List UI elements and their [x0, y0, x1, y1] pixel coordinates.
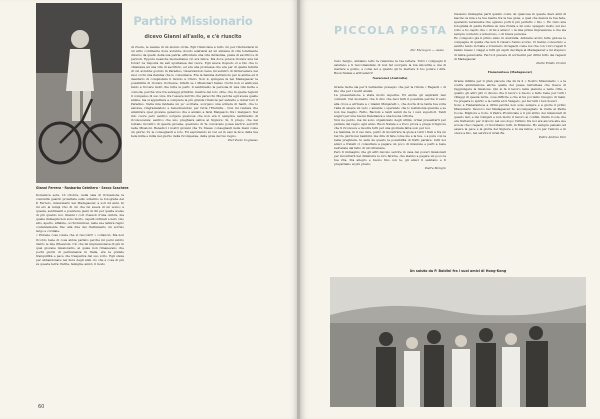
article-signature: Pier Paolo Cognasso — [228, 138, 258, 143]
page-number: 60 — [38, 404, 45, 410]
group-photo-illustration — [330, 277, 586, 407]
right-page — [300, 0, 600, 419]
article-title-block — [130, 14, 256, 40]
boy-on-bicycle-photo — [36, 3, 122, 183]
letter-2-signature: Padre Mongra — [425, 166, 446, 171]
section-byline: Per Meregen — Assia — [410, 48, 444, 52]
article-column-2 — [131, 45, 258, 395]
letter-4-text: Grazie infinite per il gran piacere che mi fa il « Nostro Missionario » e la vostra ammirazione anche quelle del paese nell'attesa che riesca di raggiungere la missione. Qui si fa il lavoro nelle pianure e nelle città, e quanto gli altri giri ci dicono che il lavoro è buono e fatto bene per tutti i villaggi di questa terra, cosa difficile e che si ha poi tanto bisogno di mani. Tu prepara lo spirito e la carità ed il Vangelo, poi fai tutti i tuoi doveri. Sono a Fianarantsoa a dirmi perché non sono sempre e a gioire il primo Missionario Vescovo nel Madagascar ho accompagnato la visita al Padre Coote, Migliore e Cote, li Padre Provinciale è il più attivo dei missionari di questo lato e dei Caligari e non molto il lavoro ai confini, Padre Coote che era trattenuto per il lavoro nel suo dopo l'ultimo tra noi era ancora alle sue scuole che i ragazzi, ci ricordiamo tutti, in Missione. Ho sempre pensato ad essere la pace e la gloria del Signore e tu sia felice; e tu per l'amore e in onore a Dio, nel servire il Gran Re. — [454, 78, 566, 136]
group-photo — [330, 277, 586, 407]
photo-caption: Gianni Ferrero - Rosbarbo Catellero - Secco Scachera — [36, 186, 129, 190]
letters-column-1 — [334, 55, 446, 263]
letter-4-signature: Padre Andrea Tam — [538, 135, 566, 140]
section-title: PICCOLA POSTA — [334, 24, 448, 37]
photo-illustration — [36, 3, 122, 183]
letter-4-heading: Fianarantsoa (Madagascar) — [487, 69, 533, 74]
letter-2-text: Grazie molte sia per il bellissimo presepio che per la rivista « Ragazzi » di Dio che per i nostri alunni. La presentazione è stata molto superba. Ed anche gli aspiranti ben contenti. Nel momento che ti dico che devi farti il possibile perché ti vedo alla croce e arrivare a « Gianni Mulgarelli », che dovrà di te tanta tua volta l'alta di essere un vero « amante » sperando che lo testimonia qualche e se non me meglio. Fatto, Bacioni e tanti saluti da te i suoi superiori. Tanti auguri per una buona fratellanza e una buona vittoria. Non ne perdo, ma mi sono organizzato degli ultimi, ormai presentarti per parlare del regno ogni anno. Buon Natale e e Poco prova e prega il Signore che ti riconosce e mostra tutti per una giornata fatta solo per noi. La mamma, in il suo fare, parrò di incontrare la gioia a tutti i frati a tra un bel tre giorni nei bambini, ma dire di fare come me e la tua, o a pure con la bella preghiera, tu sarà da questo la possibilità di tratti parlare: tutti noi amici e fratelli ci consultare a pagare un poco di missione e parti a bene nell'ansia dal fatto di un'oltremare. Però ti immagino che gli altri devono servire in casa dei poveri missionari per incontrarli nel diminuire le loro fatiche, che stanno a pagare un poco la tua vita. Sta allegro e buono fino con te, gli amici ti salutano e ti prepariamo al più presto. — [334, 85, 446, 167]
left-page — [0, 0, 298, 419]
letter-1-text: Caro Sergio, abbiamo letto la relazione la tua lettera. Tutti i compagni ti salutano e ti raccomandano di non far scorgere la tua sincerità e, ma di mettere a gobbo, e come noi e quanto gli tu mettere il tuo potere i dirà. Buon Natale e arrivederci! — [334, 59, 446, 76]
letters-column-2 — [454, 8, 566, 264]
letter-2-heading: Nazarenel (Australia) — [372, 76, 408, 81]
article-column-1: Domenica sera, 10 ottobre, nella sala di ricreazione la comunità guardò proiettate sullo schermo le fotografie del P. Ferrero, missionario nel Madagascar, a soli 24 anni. In mi ero ai tempi vivo di ciò che lui aveva di un uomo; a questa, sentimenti e posizione pieni di chi per quella scelse di più quanto noi. Gianni i cori d'assoli d'una ombra, ma quelle immagini non sono molto, capelli ordinati e neri, viso alto, aperto, affabile, occhi luminosi, nelle sue labbra regnò costantemente fino alla fine del trattamento un sorriso largo e cordiale. « Ebbene cosa volete che vi racconti? » cominciò. Ma non ricordo bene di cosa abbia parlato perché mi persi subito dietro le mie riflessioni. Ciò che mi impressionava di più in quel giovane missionario, al quale non rimanevano che pochi giorni di permanenza in Italia, era la grande tranquillità e pace che traspariva dal suo volto. Egli stava per abbandonare nei fiore degli anni ciò che è cosa di più su questa terra: Patria, famiglia, amici, il modo — [36, 193, 124, 266]
article-title: Partirò Missionario — [133, 14, 253, 28]
letter-3-signature: Padre Emilio Cronin — [536, 60, 566, 65]
letter-3-text: Nessuno immagina parti quanto coste un qualcosa in queste dieci anni di fascino la mia e la tua mente tra la tua gioia, e quel che manca la tua fede, sperando veramente che ognuno porti il più perfetto « Dio ». Ho visto una fotografia di padre Pertina su una rivista e mi sono spiegato molto sul suo volto e ho capito che « di lui è amico! » la mia prima impressione è che sia sempre contento e scherzoso, o di brava persona. Ho composto già il primo anno in Australia. Abbiamo avuto tutte gioiose le compagne di quella che non ti vissero l'anno scorso. Ci hanno conosciuto e sentito tanto in Italia e il numero di ragazzi come noi che con i loro regali ti hanno messo i viaggi a tutti gli ospiti del Papà al Madagascar e mi stupisco di tanta generosità. Fai tu il piacere di scrivermi per dirmi tutto dei ragazzi di Madagascar. — [454, 12, 566, 61]
article-subtitle: dicevo Gianni all'asilo, e c'è riuscito — [144, 35, 242, 40]
group-photo-caption: Un saluto da P. Baldini fra i suoi amici di Hong-Kong — [409, 269, 507, 273]
article-column-2-text: di vivere, le usanze di un mondo civile. Egli rinunciava a tutto ciò per rinchiudersi in un altro continente dove avrebbe dovuto adattarsi ad un sistema di vita totalmente diverso da quello della sua patria, affrontare una vita durissima, piena di sacrifici e di pericoli. Eppure neanche momentanei ciò era felice. Ma dove poteva trovare una tal forza? La risposta mi salì spontanea dal cuore. Egli aveva risposto sì a Dio che lo chiamava ad una vita di sacrificio, ed era una promessa che era per di quella felicità di cui avrebbe goduto in Paradiso. Osservandolo bene mi sembrò di intravvedere nei suoi occhi una fiamma che lo consumava. Era la fiamma dell'amore per le anime ed il desiderio di conquistare il mondo a Cristo. Non lo spingeva là nel Madagascar la possibilità di trovare ricchezze. Infatti se i Missionari hanno ricchi non si addiceva tanto a trovare molti che tutte le parti. Il sentimento la persona di una vita facile e comoda, perché vive tra selvaggi primitivi, mentre del loro oltre, che in quelle regioni il compenso di suo vive, fra l'essere nutrito che parecchi. Ma perché egli aveva quelle anime, ma si appiattava a compiere la più grande rinuncia per salvarle e donar loro il Paradiso. Nella mia fantasia un po' eccitata, scorgevo una schiera di Santi, che lo salvava, ringraziandolo e benedicendolo per tutta l'Eternità... Non mi restava che ammirare quel giovane generoso che è andato a farsi Malgascio tra i malgasci. Nel mio cuore però sentivo sorgere qualcosa che non era il semplice sentimento di riconoscenza: sentivo che uno preghiera saliva al Signore: Sì, ti prego, che nel lontano incontro di questa giovane, qualcuno di Te conoscano possa anch'io servirTi nelle Missioni. Benedici i nostri giovani che Tu Stesso consegnasti nelle mani come un giorno Tu le consegnasti a loro. Ed esplodendo su Lui ed in essi la luce della tua fede mille e mille nel giorno della ricompensa, della gioia del tuo regno. — [131, 45, 258, 139]
